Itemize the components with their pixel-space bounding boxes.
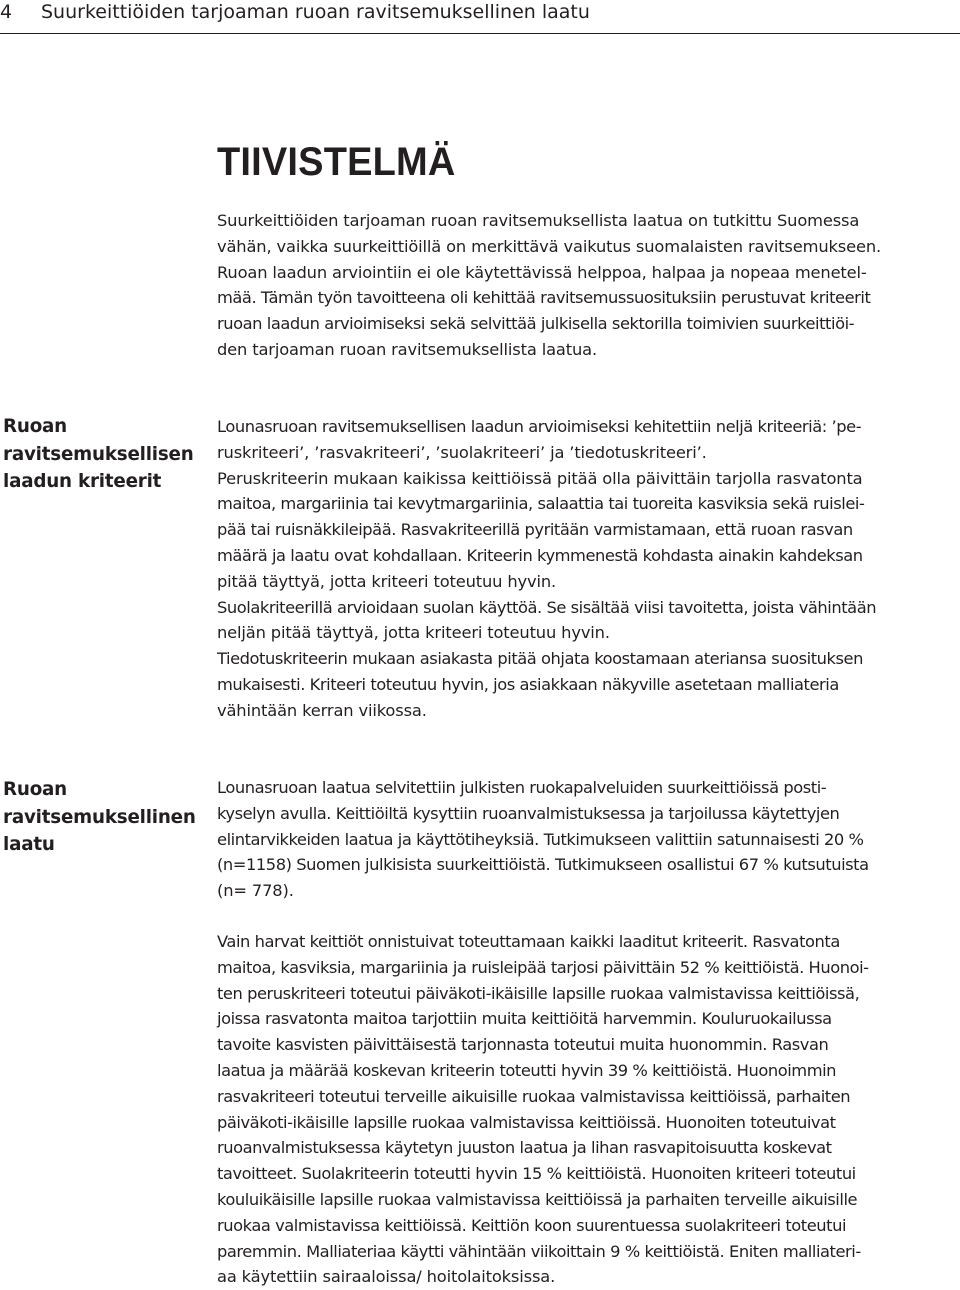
heading-line: ravitsemuksellisen: [3, 443, 194, 465]
section-heading-criteria: [3, 413, 208, 496]
body-line: maitoa, kasviksia, margariinia ja ruisleipää tarjosi päivittäin 52 % keittiöistä. Huonoi-: [217, 957, 869, 977]
section-body-quality-p2: [217, 929, 956, 1290]
body-line: kyselyn avulla. Keittiöiltä kysyttiin ruoanvalmistuksessa ja tarjoilussa käytettyjen: [217, 803, 840, 823]
body-line: (n= 778).: [217, 881, 294, 901]
section-heading-quality: [3, 776, 208, 859]
body-line: mukaisesti. Kriteeri toteutuu hyvin, jos asiakkaan näkyville asetetaan malliateria: [217, 674, 839, 694]
body-line: rasvakriteeri toteutui terveille aikuisille ruokaa valmistavissa keittiöissä, parhaiten: [217, 1086, 851, 1106]
intro-line: vähän, vaikka suurkeittiöillä on merkittävä vaikutus suomalaisten ravitsemukseen.: [217, 236, 882, 256]
body-line: vähintään kerran viikossa.: [217, 700, 427, 720]
body-line: pää tai ruisnäkkileipää. Rasvakriteerillä pyritään varmistamaan, että ruoan rasvan: [217, 520, 853, 540]
body-line: (n=1158) Suomen julkisista suurkeittiöistä. Tutkimukseen osallistui 67 % kutsutuista: [217, 855, 869, 875]
section-body-quality-p1: [217, 775, 956, 904]
body-line: ruskriteeri’, ’rasvakriteeri’, ’suolakriteeri’ ja ’tiedotuskriteeri’.: [217, 442, 707, 462]
heading-line: laatu: [3, 834, 55, 855]
intro-line: mää. Tämän työn tavoitteena oli kehittää ravitsemussuosituksiin perustuvat kriteerit: [217, 288, 871, 308]
intro-line: ruoan laadun arvioimiseksi sekä selvittää julkisella sektorilla toimivien suurkeittiöi-: [217, 314, 855, 334]
heading-line: Ruoan: [3, 416, 68, 437]
heading-line: laadun kriteerit: [3, 471, 162, 492]
body-line: paremmin. Malliateriaa käytti vähintään viikoittain 9 % keittiöistä. Eniten malliateri-: [217, 1241, 861, 1261]
header-rule: [0, 33, 960, 34]
body-line: Lounasruoan laatua selvitettiin julkisten ruokapalveluiden suurkeittiöissä posti-: [217, 778, 827, 797]
page-title: TIIVISTELMÄ: [217, 140, 456, 184]
body-line: joissa rasvatonta maitoa tarjottiin muita keittiöitä harvemmin. Kouluruokailussa: [217, 1009, 832, 1029]
intro-line: Ruoan laadun arviointiin ei ole käytettävissä helppoa, halpaa ja nopeaa menetel-: [217, 262, 867, 282]
body-line: elintarvikkeiden laatua ja käyttötiheyksiä. Tutkimukseen valittiin satunnaisesti 20 %: [217, 829, 864, 849]
intro-line: Suurkeittiöiden tarjoaman ruoan ravitsemuksellista laatua on tutkittu Suomessa: [217, 211, 860, 230]
body-line: ten peruskriteeri toteutui päiväkoti-ikäisille lapsille ruokaa valmistavissa keittiöissä,: [217, 983, 860, 1003]
heading-line: ravitsemuksellinen: [3, 806, 196, 828]
body-line: Lounasruoan ravitsemuksellisen laadun arvioimiseksi kehitettiin neljä kriteeriä: ’pe-: [217, 417, 862, 436]
body-line: Vain harvat keittiöt onnistuivat toteuttamaan kaikki laaditut kriteerit. Rasvatonta: [217, 932, 840, 951]
body-line: päiväkoti-ikäisille lapsille ruokaa valmistavissa keittiöissä. Huonoiten toteutuivat: [217, 1112, 836, 1132]
body-line: maitoa, margariinia tai kevytmargariinia, salaattia tai tuoreita kasviksia sekä ruislei-: [217, 494, 865, 514]
body-line: aa käytettiin sairaaloissa/ hoitolaitoksissa.: [217, 1267, 556, 1287]
body-line: neljän pitää täyttyä, jotta kriteeri toteutuu hyvin.: [217, 623, 610, 643]
body-line: Suolakriteerillä arvioidaan suolan käyttöä. Se sisältää viisi tavoitetta, joista vähintään: [217, 597, 877, 617]
body-line: Peruskriteerin mukaan kaikissa keittiöissä pitää olla päivittäin tarjolla rasvatonta: [217, 468, 863, 488]
section-body-criteria: [217, 414, 956, 724]
body-line: tavoite kasvisten päivittäisestä tarjonnasta toteutui muita huonommin. Rasvan: [217, 1035, 829, 1055]
body-line: Tiedotuskriteerin mukaan asiakasta pitää ohjata koostamaan ateriansa suosituksen: [217, 649, 863, 669]
body-line: ruoanvalmistuksessa käytetyn juuston laatua ja lihan rasvapitoisuutta koskevat: [217, 1138, 832, 1158]
page-number: 4: [0, 1, 13, 23]
body-line: pitää täyttyä, jotta kriteeri toteutuu hyvin.: [217, 571, 557, 591]
body-line: laatua ja määrää koskevan kriteerin toteutti hyvin 39 % keittiöistä. Huonoimmin: [217, 1060, 837, 1080]
body-line: määrä ja laatu ovat kohdallaan. Kriteerin kymmenestä kohdasta ainakin kahdeksan: [217, 545, 863, 565]
intro-paragraph: [217, 208, 956, 363]
running-title: Suurkeittiöiden tarjoaman ruoan ravitsemuksellinen laatu: [41, 1, 590, 23]
body-line: tavoitteet. Suolakriteerin toteutti hyvin 15 % keittiöistä. Huonoiten kriteeri toteutui: [217, 1164, 856, 1184]
body-line: ruokaa valmistavissa keittiöissä. Keittiön koon suurentuessa suolakriteeri toteutui: [217, 1215, 847, 1235]
body-line: kouluikäisille lapsille ruokaa valmistavissa keittiöissä ja parhaiten terveille aikuisille: [217, 1189, 858, 1209]
page-header: [0, 0, 960, 34]
intro-line: den tarjoaman ruoan ravitsemuksellista laatua.: [217, 339, 597, 359]
heading-line: Ruoan: [3, 779, 68, 800]
